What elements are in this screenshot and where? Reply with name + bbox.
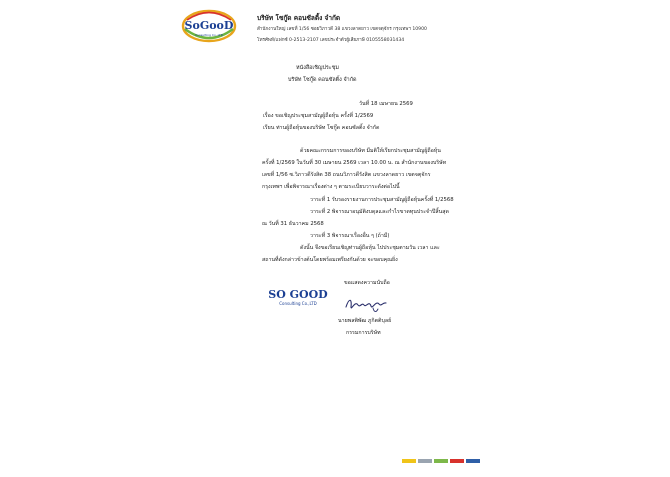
footer-stripe-blue bbox=[466, 459, 480, 463]
footer-stripe-gray bbox=[418, 459, 432, 463]
regards-text: ขอแสดงความนับถือ bbox=[344, 280, 390, 286]
signer-title: กรรมการบริษัท bbox=[346, 330, 381, 336]
agenda-item-2: วาระที่ 2 พิจารณาอนุมัติงบดุลและกำไรขาดทุนประจำปีสิ้นสุด bbox=[310, 209, 449, 215]
body-paragraph-line: เลขที่ 1/56 ซ.วิภาวดีรังสิต 38 ถนนวิภาวดีรังสิต แขวงลาดยาว เขตจตุจักร bbox=[262, 172, 431, 178]
company-address: สำนักงานใหญ่ เลขที่ 1/56 ซอยวิภาวดี 38 แขวงลาดยาว เขตจตุจักร กรุงเทพฯ 10900 bbox=[257, 27, 427, 32]
stamp-subtext: Consulting Co.,LTD bbox=[279, 301, 317, 306]
closing-line: ดังนั้น จึงขอเรียนเชิญท่านผู้ถือหุ้น ไปประชุมตามวัน เวลา และ bbox=[300, 245, 440, 251]
agenda-item-2-continued: ณ วันที่ 31 ธันวาคม 2568 bbox=[262, 221, 324, 227]
body-paragraph-line: ครั้งที่ 1/2569 ในวันที่ 30 เมษายน 2569 เวลา 10.00 น. ณ สำนักงานของบริษัท bbox=[262, 160, 447, 166]
body-paragraph-line: ด้วยคณะกรรมการของบริษัท มีมติให้เรียกประชุมสามัญผู้ถือหุ้น bbox=[300, 148, 441, 154]
signer-name: นายพลพิพัฒ ภูกิตติบุลย์ bbox=[338, 318, 392, 324]
closing-line: สถานที่ดังกล่าวข้างต้นโดยพร้อมเพรียงกันด้วย จะขอบคุณยิ่ง bbox=[262, 257, 398, 263]
document-subtitle: บริษัท โซกู๊ด คอนซัลติ้ง จำกัด bbox=[288, 77, 357, 83]
footer-stripe-green bbox=[434, 459, 448, 463]
agenda-item-1: วาระที่ 1 รับรองรายงานการประชุมสามัญผู้ถือหุ้นครั้งที่ 1/2568 bbox=[310, 197, 454, 203]
footer-stripe-red bbox=[450, 459, 464, 463]
footer-stripe-yellow bbox=[402, 459, 416, 463]
company-logo bbox=[181, 9, 237, 43]
body-paragraph-line: กรุงเทพฯ เพื่อพิจารณาเรื่องต่าง ๆ ตามระเบียบวาระดังต่อไปนี้ bbox=[262, 184, 400, 190]
handwritten-signature bbox=[343, 294, 389, 314]
company-contact: โทรศัพท์/แฟกซ์ 0-2513-2107 เลขประจำตัวผู้เสียภาษี 0105558031434 bbox=[257, 38, 405, 43]
agenda-item-3: วาระที่ 3 พิจารณาเรื่องอื่น ๆ (ถ้ามี) bbox=[310, 233, 390, 239]
logo-subtext: Consulting Co.,LTD bbox=[194, 33, 224, 37]
logo-wordmark: SoGooD bbox=[184, 19, 234, 32]
letter-date: วันที่ 18 เมษายน 2569 bbox=[359, 101, 413, 107]
letter-recipient: เรียน ท่านผู้ถือหุ้นของบริษัท โซกู๊ด คอนซัลติ้ง จำกัด bbox=[263, 125, 380, 131]
stamp-wordmark: SO GOOD bbox=[268, 288, 328, 301]
letter-subject: เรื่อง ขอเชิญประชุมสามัญผู้ถือหุ้น ครั้งที่ 1/2569 bbox=[263, 113, 374, 119]
company-stamp-logo bbox=[262, 286, 334, 308]
company-name: บริษัท โซกู๊ด คอนซัลติ้ง จำกัด bbox=[257, 14, 341, 22]
document-title: หนังสือเชิญประชุม bbox=[296, 65, 339, 71]
